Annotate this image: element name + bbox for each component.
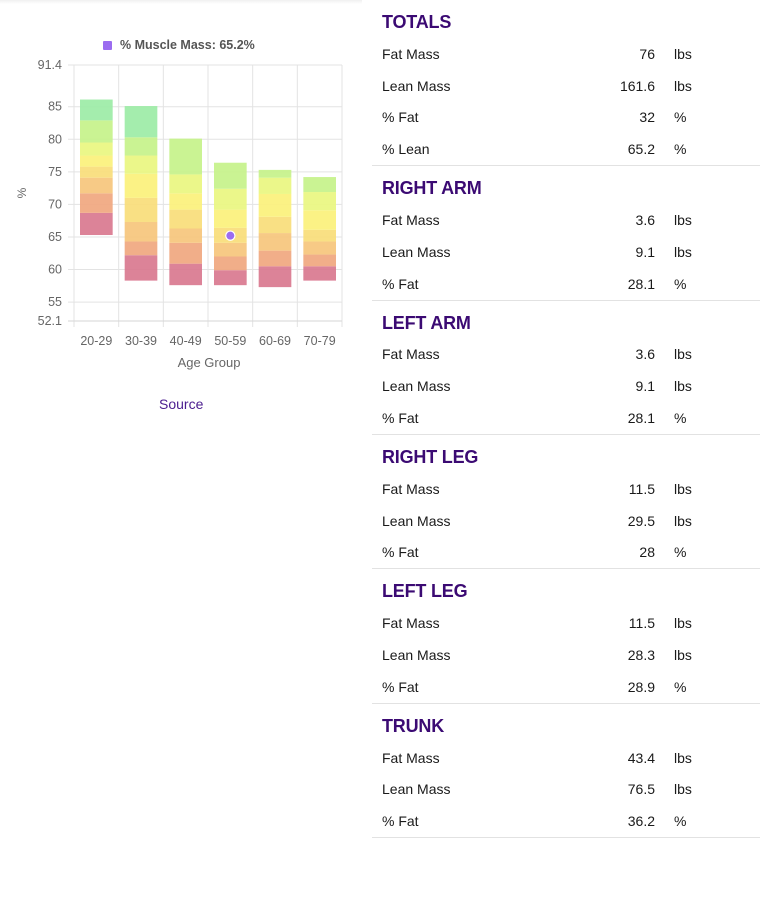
section-title: LEFT ARM: [382, 312, 471, 333]
metric-unit: lbs: [674, 378, 692, 395]
section-right-arm: [372, 172, 760, 300]
metric-value: 65.2: [627, 141, 655, 158]
y-tick-label: 65: [48, 229, 62, 244]
x-tick-label: 70-79: [303, 334, 336, 348]
metric-label: Fat Mass: [382, 749, 440, 766]
range-band: [303, 230, 336, 242]
metric-label: Lean Mass: [382, 243, 451, 260]
metric-unit: %: [674, 275, 687, 292]
metric-row: [372, 505, 760, 537]
metric-row: [372, 473, 760, 505]
metric-value: 36.2: [627, 813, 655, 830]
x-tick-label: 20-29: [80, 334, 113, 348]
muscle-mass-marker: [226, 231, 235, 240]
range-band: [303, 242, 336, 255]
metric-value: 11.5: [628, 480, 655, 497]
range-band: [259, 233, 292, 251]
range-band: [125, 255, 158, 280]
y-tick-label: 80: [48, 132, 62, 147]
range-band: [80, 143, 113, 156]
metric-row: [372, 102, 760, 134]
metric-value: 29.5: [627, 512, 655, 529]
range-band: [80, 120, 113, 142]
metric-row: [372, 204, 760, 236]
metric-unit: %: [674, 109, 687, 126]
legend-label: % Muscle Mass: 65.2%: [120, 38, 255, 52]
range-band: [303, 177, 336, 192]
metric-unit: lbs: [674, 77, 692, 94]
y-tick-label: 75: [48, 164, 62, 179]
range-band: [214, 189, 247, 210]
range-band: [214, 257, 247, 271]
metric-unit: %: [674, 678, 687, 695]
range-band: [125, 198, 158, 222]
metric-value: 28.9: [627, 678, 655, 695]
y-tick-label: 70: [48, 197, 62, 212]
section-left-arm: [372, 307, 760, 435]
x-tick-label: 40-49: [169, 334, 202, 348]
section-right-leg: [372, 441, 760, 569]
range-band: [259, 170, 292, 178]
range-band: [303, 192, 336, 210]
range-band: [80, 213, 113, 235]
section-title: RIGHT LEG: [382, 446, 479, 467]
metric-value: 28: [639, 544, 655, 561]
metric-value: 9.1: [635, 243, 655, 260]
range-band: [80, 193, 113, 213]
metric-value: 28.1: [627, 410, 655, 427]
metric-label: % Fat: [382, 109, 419, 126]
range-band: [214, 270, 247, 285]
section-title: TOTALS: [382, 12, 452, 32]
metric-unit: lbs: [674, 749, 692, 766]
metric-label: % Fat: [382, 813, 419, 830]
range-band: [169, 229, 202, 243]
range-band: [125, 174, 158, 198]
metric-label: Lean Mass: [382, 77, 451, 94]
metric-row: [372, 671, 760, 703]
range-band: [80, 178, 113, 194]
metric-value: 28.3: [627, 647, 655, 664]
range-band: [259, 217, 292, 233]
metric-row: [372, 38, 760, 70]
metric-unit: lbs: [674, 781, 692, 798]
range-band: [125, 242, 158, 256]
metric-label: % Lean: [382, 141, 430, 158]
metric-label: Lean Mass: [382, 781, 451, 798]
metric-value: 9.1: [635, 378, 655, 395]
metric-label: % Fat: [382, 410, 419, 427]
metric-label: Fat Mass: [382, 45, 440, 62]
range-band: [80, 156, 113, 167]
range-band: [214, 163, 247, 189]
metric-row: [372, 774, 760, 806]
metric-value: 32: [639, 109, 655, 126]
metric-unit: lbs: [674, 480, 692, 497]
metric-label: Fat Mass: [382, 212, 440, 229]
x-tick-label: 30-39: [125, 334, 157, 348]
metric-label: Fat Mass: [382, 615, 440, 632]
metric-label: % Fat: [382, 678, 419, 695]
y-tick-label: 52.1: [37, 314, 62, 328]
metric-value: 43.4: [627, 749, 655, 766]
y-tick-label: 55: [48, 295, 62, 310]
metric-row: [372, 742, 760, 774]
metric-label: Lean Mass: [382, 378, 451, 395]
range-band: [80, 167, 113, 178]
section-left-leg: [372, 575, 760, 703]
metric-value: 28.1: [627, 275, 655, 292]
range-band: [125, 222, 158, 242]
section-title: TRUNK: [382, 715, 444, 736]
y-tick-label: 60: [48, 262, 62, 277]
metric-value: 3.6: [635, 212, 655, 229]
x-tick-label: 50-59: [214, 334, 247, 348]
range-band: [259, 194, 292, 217]
metric-row: [372, 268, 760, 300]
metric-row: [372, 607, 760, 639]
metric-unit: lbs: [674, 512, 692, 529]
metric-unit: lbs: [674, 346, 692, 363]
metric-unit: lbs: [674, 243, 692, 260]
metric-label: Fat Mass: [382, 480, 440, 497]
x-axis-title: Age Group: [177, 355, 241, 370]
metric-unit: %: [674, 141, 687, 158]
y-axis-title: %: [15, 187, 29, 199]
y-tick-label: 91.4: [37, 58, 62, 72]
metric-value: 76.5: [627, 781, 655, 798]
metric-row: [372, 339, 760, 371]
metric-label: % Fat: [382, 275, 419, 292]
metric-value: 11.5: [628, 615, 655, 632]
section-totals: [372, 6, 760, 166]
y-tick-label: 85: [48, 99, 62, 114]
metric-row: [372, 133, 760, 165]
range-band: [80, 100, 113, 121]
section-title: LEFT LEG: [382, 581, 468, 602]
metric-row: [372, 70, 760, 102]
composition-panel: [372, 0, 760, 838]
metric-label: Lean Mass: [382, 647, 451, 664]
range-band: [169, 264, 202, 285]
range-band: [125, 156, 158, 174]
metric-row: [372, 639, 760, 671]
range-band: [169, 139, 202, 175]
metric-unit: %: [674, 410, 687, 427]
range-band: [125, 106, 158, 137]
range-band: [259, 266, 292, 287]
metric-unit: lbs: [674, 615, 692, 632]
range-band: [259, 251, 292, 267]
range-band: [303, 255, 336, 267]
range-band: [303, 266, 336, 280]
metric-row: [372, 805, 760, 837]
section-title: RIGHT ARM: [382, 178, 482, 199]
range-band: [169, 210, 202, 229]
metric-unit: lbs: [674, 212, 692, 229]
x-tick-label: 60-69: [259, 334, 291, 348]
range-band: [169, 174, 202, 193]
metric-unit: %: [674, 813, 687, 830]
metric-unit: lbs: [674, 647, 692, 664]
chart-svg: [0, 0, 362, 380]
metric-label: Lean Mass: [382, 512, 451, 529]
range-band: [214, 243, 247, 257]
source-link[interactable]: Source: [159, 396, 204, 412]
legend-swatch: [103, 41, 112, 50]
metric-value: 76: [639, 45, 655, 62]
metric-unit: %: [674, 544, 687, 561]
metric-value: 3.6: [635, 346, 655, 363]
range-band: [125, 137, 158, 155]
range-band: [214, 210, 247, 228]
metric-value: 161.6: [619, 77, 655, 94]
metric-row: [372, 370, 760, 402]
range-band: [259, 178, 292, 194]
metric-row: [372, 537, 760, 569]
muscle-mass-chart: [0, 0, 362, 380]
chart-legend[interactable]: [103, 38, 255, 52]
range-band: [169, 193, 202, 209]
metric-label: % Fat: [382, 544, 419, 561]
metric-row: [372, 236, 760, 268]
range-band: [303, 210, 336, 230]
section-trunk: [372, 710, 760, 838]
range-band: [169, 243, 202, 264]
metric-row: [372, 402, 760, 434]
metric-label: Fat Mass: [382, 346, 440, 363]
metric-unit: lbs: [674, 45, 692, 62]
